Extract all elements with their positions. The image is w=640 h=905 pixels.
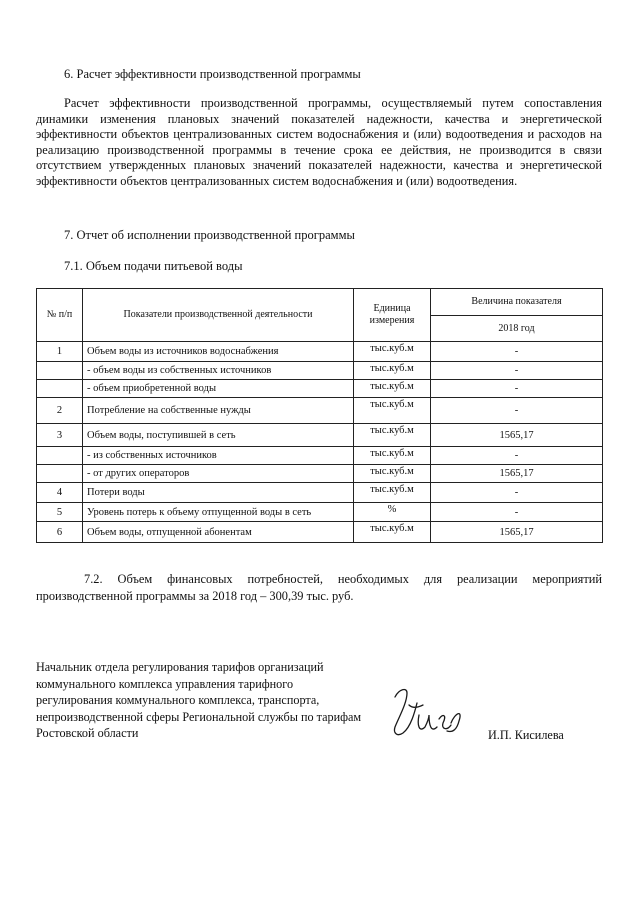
header-unit: Единица измерения — [354, 289, 431, 342]
row-value: - — [431, 447, 603, 465]
row-indicator: - из собственных источников — [83, 447, 354, 465]
row-indicator: Потери воды — [83, 483, 354, 503]
table-row — [37, 362, 603, 380]
water-supply-table — [36, 288, 603, 543]
row-indicator: Объем воды, поступившей в сеть — [83, 424, 354, 447]
row-value: - — [431, 380, 603, 398]
row-indicator: Уровень потерь к объему отпущенной воды в сеть — [83, 503, 354, 522]
row-indicator: - объем воды из собственных источников — [83, 362, 354, 380]
row-unit: % — [354, 503, 431, 522]
section-6-heading: 6. Расчет эффективности производственной программы — [64, 67, 361, 81]
row-value: 1565,17 — [431, 522, 603, 543]
row-value: - — [431, 398, 603, 424]
signatory-position: Начальник отдела регулирования тарифов организаций коммунального комплекса управления тарифного регулирования коммунального комплекса, транспорта, непроизводственной сферы Региональной службы по тарифам Ростовской области — [36, 660, 362, 740]
table-header-row — [37, 289, 603, 316]
signatory-name: И.П. Кисилева — [488, 728, 564, 742]
row-unit: тыс.куб.м — [354, 522, 431, 543]
row-number: 4 — [37, 483, 83, 503]
row-value: - — [431, 362, 603, 380]
row-number — [37, 465, 83, 483]
table-row — [37, 483, 603, 503]
table-row — [37, 424, 603, 447]
section-6-paragraph: Расчет эффективности производственной программы, осуществляемый путем сопоставления динамики изменения плановых значений показателей надежности, качества и энергетической эффективности объектов централизованных систем водоснабжения и (или) водоотведения и расходов на реализацию производственной программы в течение срока ее действия, не производится в связи отсутствием утвержденных плановых значений показателей надежности, качества и энергетической эффективности объектов централизованных систем водоснабжения и (или) водоотведения. — [36, 96, 602, 188]
row-number: 6 — [37, 522, 83, 543]
row-indicator: Объем воды из источников водоснабжения — [83, 342, 354, 362]
header-year: 2018 год — [431, 316, 603, 342]
section-7-1-heading: 7.1. Объем подачи питьевой воды — [64, 259, 243, 273]
row-number — [37, 447, 83, 465]
row-unit: тыс.куб.м — [354, 465, 431, 483]
section-7-heading: 7. Отчет об исполнении производственной программы — [64, 228, 355, 242]
row-number: 2 — [37, 398, 83, 424]
row-unit: тыс.куб.м — [354, 398, 431, 424]
row-unit: тыс.куб.м — [354, 342, 431, 362]
row-value: 1565,17 — [431, 424, 603, 447]
section-7-2-paragraph: 7.2. Объем финансовых потребностей, необходимых для реализации мероприятий производственной программы за 2018 год – 300,39 тыс. руб. — [36, 572, 602, 603]
row-value: - — [431, 342, 603, 362]
table-row — [37, 380, 603, 398]
row-indicator: Объем воды, отпущенной абонентам — [83, 522, 354, 543]
header-value: Величина показателя — [431, 289, 603, 316]
row-unit: тыс.куб.м — [354, 483, 431, 503]
row-number — [37, 380, 83, 398]
row-value: - — [431, 503, 603, 522]
table-row — [37, 342, 603, 362]
table-row — [37, 522, 603, 543]
table-row — [37, 447, 603, 465]
header-indicator: Показатели производственной деятельности — [83, 289, 354, 342]
row-unit: тыс.куб.м — [354, 447, 431, 465]
row-indicator: - от других операторов — [83, 465, 354, 483]
row-number — [37, 362, 83, 380]
row-value: - — [431, 483, 603, 503]
row-number: 1 — [37, 342, 83, 362]
table-row — [37, 503, 603, 522]
handwritten-signature — [385, 683, 467, 743]
row-indicator: - объем приобретенной воды — [83, 380, 354, 398]
row-number: 5 — [37, 503, 83, 522]
row-value: 1565,17 — [431, 465, 603, 483]
row-unit: тыс.куб.м — [354, 380, 431, 398]
table-row — [37, 398, 603, 424]
table-row — [37, 465, 603, 483]
header-num: № п/п — [37, 289, 83, 342]
row-indicator: Потребление на собственные нужды — [83, 398, 354, 424]
row-number: 3 — [37, 424, 83, 447]
row-unit: тыс.куб.м — [354, 424, 431, 447]
row-unit: тыс.куб.м — [354, 362, 431, 380]
